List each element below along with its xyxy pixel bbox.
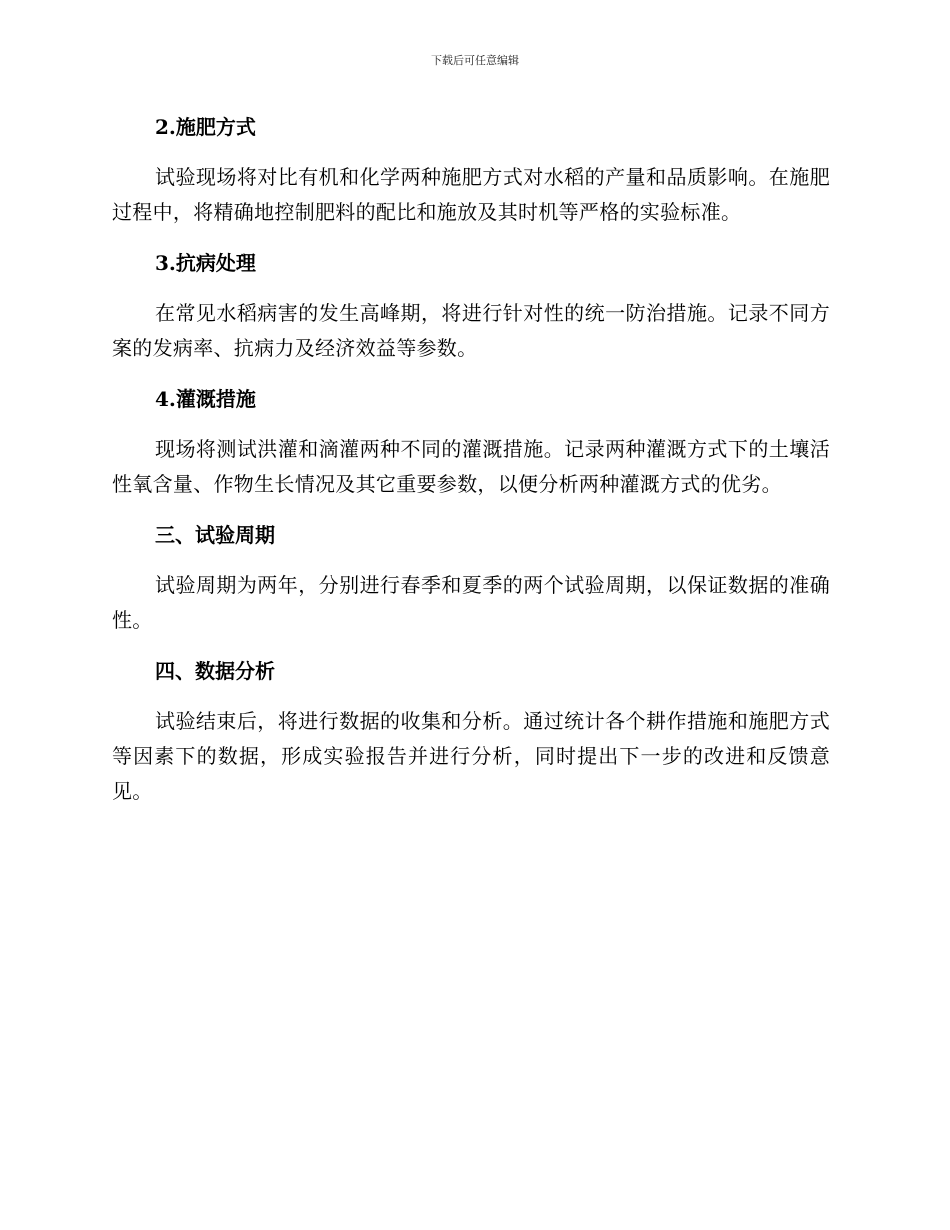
section-heading-fertilization: 2.施肥方式 [155,115,256,139]
section-paragraph-fertilization: 试验现场将对比有机和化学两种施肥方式对水稻的产量和品质影响。在施肥过程中，将精确地控制肥料的配比和施放及其时机等严格的实验标准。 [112,165,830,224]
section-heading-irrigation: 4.灌溉措施 [155,387,256,411]
section-heading-data-analysis: 四、数据分析 [155,659,275,683]
section-paragraph-disease-treatment: 在常见水稻病害的发生高峰期，将进行针对性的统一防治措施。记录不同方案的发病率、抗病力及经济效益等参数。 [112,301,830,360]
section-heading-disease-treatment: 3.抗病处理 [155,251,256,275]
section-heading-trial-period: 三、试验周期 [155,523,275,547]
section-paragraph-irrigation: 现场将测试洪灌和滴灌两种不同的灌溉措施。记录两种灌溉方式下的土壤活性氧含量、作物生长情况及其它重要参数，以便分析两种灌溉方式的优劣。 [112,437,830,496]
page-header: 下载后可任意编辑 [431,54,519,67]
section-paragraph-trial-period: 试验周期为两年，分别进行春季和夏季的两个试验周期，以保证数据的准确性。 [112,573,830,632]
section-paragraph-data-analysis: 试验结束后，将进行数据的收集和分析。通过统计各个耕作措施和施肥方式等因素下的数据，形成实验报告并进行分析，同时提出下一步的改进和反馈意见。 [112,709,830,803]
document-body [112,112,830,827]
